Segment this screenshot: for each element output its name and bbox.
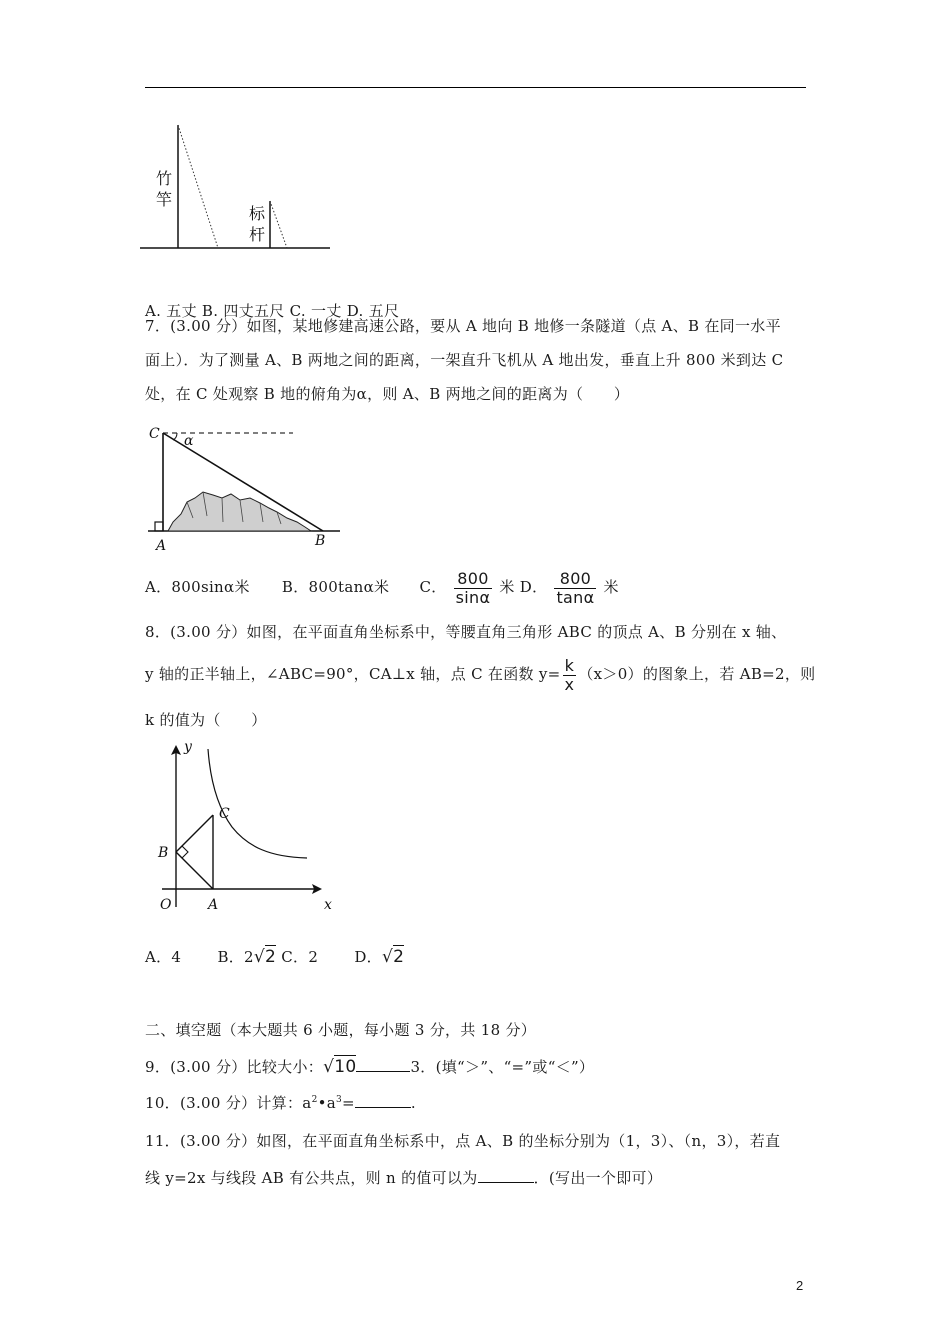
q7-option-c-numerator: 800 <box>454 570 493 589</box>
section2-heading: 二、填空题（本大题共 6 小题，每小题 3 分，共 18 分） <box>145 1021 537 1039</box>
right-angle-mark <box>155 522 163 531</box>
q7-line2: 面上）．为了测量 A、B 两地之间的距离，一架直升飞机从 A 地出发，垂直上升 800 米到达 C <box>145 351 784 369</box>
label-c: C <box>149 426 160 442</box>
q8-line2-text: y 轴的正半轴上，∠ABC=90°，CA⊥x 轴，点 C 在函数 y= <box>145 665 561 683</box>
q7-line3: 处，在 C 处观察 B 地的俯角为α，则 A、B 两地之间的距离为（ ） <box>145 385 630 403</box>
q8-option-a: A．4 <box>145 948 182 966</box>
label-c: C <box>219 806 230 822</box>
q8-numerator-k: k <box>563 657 577 676</box>
header-rule <box>145 87 806 88</box>
page-number: 2 <box>796 1278 804 1293</box>
label-b: B <box>315 533 326 549</box>
q9-text: 9．(3.00 分）比较大小： <box>145 1058 324 1076</box>
tunnel-figure <box>143 418 353 554</box>
hyperbola-curve <box>208 749 307 858</box>
q11-answer-blank[interactable] <box>478 1166 534 1183</box>
q7-option-d-denominator: tanα <box>556 587 595 607</box>
q9 <box>145 1055 594 1079</box>
q7-option-a: A．800sinα米 <box>145 578 250 596</box>
q10-mid: •a <box>317 1094 336 1112</box>
segment-bc <box>176 815 213 852</box>
q6-options: A. 五丈 B. 四丈五尺 C. 一丈 D. 五尺 <box>145 302 400 320</box>
q8-option-b-radicand: 2 <box>265 947 277 967</box>
pole-shadow-ray <box>178 125 218 248</box>
pole-label-1: 竹 <box>156 169 173 188</box>
q9-radicand: 10 <box>334 1057 357 1077</box>
q8-option-c: C．2 <box>281 948 319 966</box>
q7-option-d-unit: 米 <box>603 578 619 596</box>
q11-line2 <box>145 1166 662 1188</box>
q10-period: . <box>410 1094 416 1112</box>
coordinate-figure <box>150 737 350 917</box>
q8-line3: k 的值为（ ） <box>145 711 267 729</box>
q11-line1: 11．(3.00 分）如图，在平面直角坐标系中，点 A、B 的坐标分别为（1，3）、（n，3），若直 <box>145 1132 781 1150</box>
q7-option-b: B．800tanα米 <box>281 578 390 596</box>
q8-line2 <box>145 655 815 694</box>
q8-denominator-x: x <box>564 674 575 694</box>
q10-answer-blank[interactable] <box>355 1091 411 1108</box>
stick-label-2: 杆 <box>249 225 266 244</box>
pole-label-2: 竿 <box>156 190 173 209</box>
q8-option-b-sqrt: √2 <box>253 947 277 967</box>
label-b: B <box>158 845 169 861</box>
q9-sqrt: √10 <box>323 1057 357 1077</box>
q10 <box>145 1091 416 1113</box>
bamboo-pole-figure <box>140 118 340 260</box>
q9-answer-blank[interactable] <box>356 1055 410 1072</box>
q7-option-d-fraction <box>554 570 596 607</box>
stick-label-1: 标 <box>249 204 266 223</box>
q7-option-c-label: C． <box>419 578 447 596</box>
label-a: A <box>156 538 167 554</box>
label-x: x <box>324 897 332 913</box>
q8-option-d-label: D． <box>354 948 382 966</box>
q9-text-rest: 3．(填“＞”、“=”或“＜”） <box>410 1058 595 1076</box>
q8-option-b-label: B．2 <box>217 948 254 966</box>
q7-option-d-numerator: 800 <box>554 570 596 589</box>
q7-options <box>145 568 619 607</box>
q8-option-d-sqrt: √2 <box>381 947 405 967</box>
q8-options <box>145 945 404 969</box>
q8-line1: 8．(3.00 分）如图，在平面直角坐标系中，等腰直角三角形 ABC 的顶点 A、B 分别在 x 轴、 <box>145 623 787 641</box>
mountain-shape <box>168 492 311 531</box>
q7-option-c-denominator: sinα <box>455 587 491 607</box>
q7-option-c-unit: 米 D． <box>499 578 548 596</box>
q10-text: 10．(3.00 分）计算：a <box>145 1094 312 1112</box>
q7-option-c-fraction <box>454 570 493 607</box>
q11-line2-rest: ．(写出一个即可） <box>533 1169 663 1187</box>
q10-equals: = <box>342 1094 355 1112</box>
label-alpha: α <box>184 433 194 449</box>
q10-exponent-3: 3 <box>335 1095 343 1105</box>
label-y: y <box>184 739 192 755</box>
segment-ab <box>176 852 213 889</box>
q10-exponent-2: 2 <box>311 1095 318 1105</box>
right-angle-mark <box>182 846 188 858</box>
q8-option-d-radicand: 2 <box>393 947 405 967</box>
label-o: O <box>160 897 172 913</box>
stick-shadow-ray <box>270 201 287 248</box>
q7-line1: 7．(3.00 分）如图，某地修建高速公路，要从 A 地向 B 地修一条隧道（点 A、B 在同一水平 <box>145 317 781 335</box>
q11-line2-text: 线 y=2x 与线段 AB 有公共点，则 n 的值可以为 <box>145 1169 478 1187</box>
q8-k-over-x <box>563 657 577 694</box>
label-a: A <box>208 897 219 913</box>
q8-line2-rest: （x＞0）的图象上，若 AB=2，则 <box>578 665 816 683</box>
